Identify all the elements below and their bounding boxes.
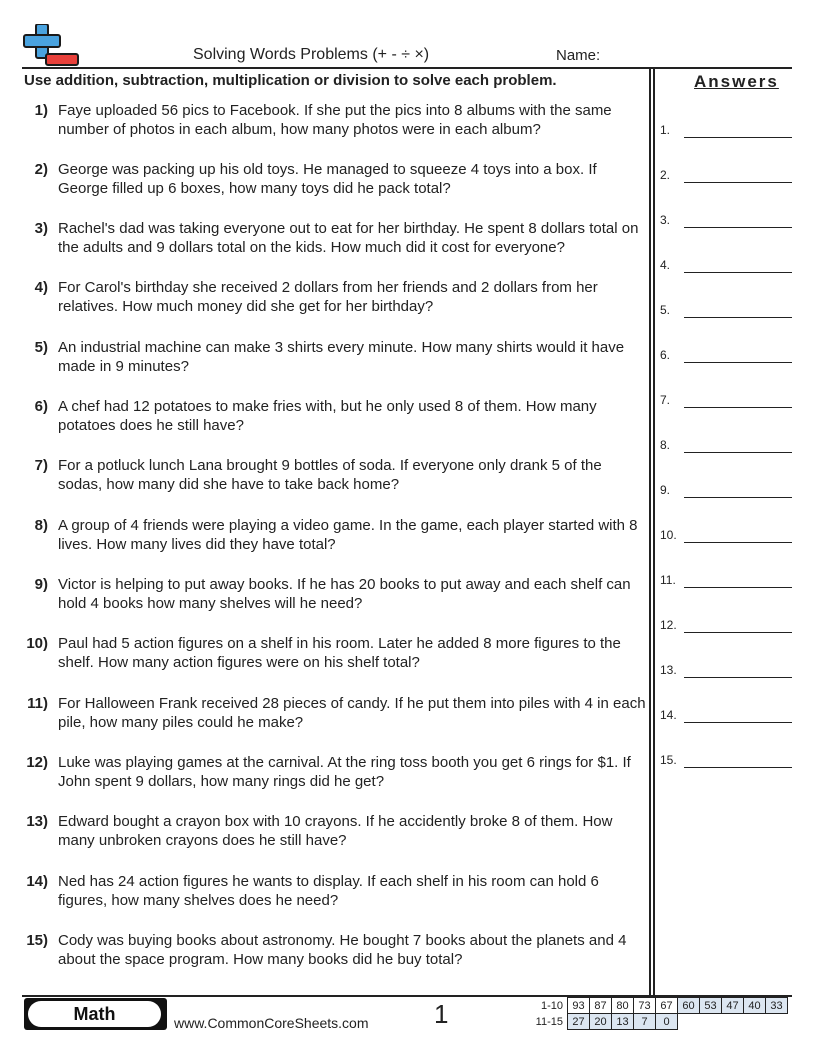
answer-blank[interactable] [684,317,792,318]
answer-line[interactable] [660,663,794,683]
problem-number: 5) [34,339,48,356]
problem-text: Cody was buying books about astronomy. He bought 7 books about the planets and 4 about the space program. How many books did he buy total? [58,932,627,968]
problem-text: Victor is helping to put away books. If he has 20 books to put away and each shelf can hold 4 books how many shelves will he need? [58,576,631,612]
problem-text: George was packing up his old toys. He managed to squeeze 4 toys into a box. If George filled up 6 boxes, how many toys did he pack total? [58,161,597,197]
problem-number: 3) [34,220,48,237]
problem-number: 15) [26,932,48,949]
answer-blank[interactable] [684,272,792,273]
problem-number: 10) [26,635,48,652]
problem-text: For a potluck lunch Lana brought 9 bottles of soda. If everyone only drank 5 of the sodas, how many did she have to take back home? [58,457,602,493]
problem-text: Rachel's dad was taking everyone out to eat for her birthday. He spent 8 dollars total on the adults and 9 dollars total on the kids. How much did it cost for everyone? [58,220,639,256]
problem-number: 6) [34,398,48,415]
score-cell: 87 [590,998,612,1014]
answer-number: 3. [660,213,671,227]
answer-line[interactable] [660,573,794,593]
score-cell: 33 [766,998,788,1014]
answer-line[interactable] [660,438,794,458]
subject-badge [24,998,167,1030]
score-cell: 7 [634,1014,656,1030]
problem-text: Luke was playing games at the carnival. At the ring toss booth you get 6 rings for $1. If John spent 9 dollars, how many rings did he get? [58,754,631,790]
score-cell: 93 [568,998,590,1014]
answer-number: 9. [660,483,671,497]
answer-blank[interactable] [684,227,792,228]
answer-blank[interactable] [684,182,792,183]
answer-number: 1. [660,123,671,137]
score-cell: 53 [700,998,722,1014]
answer-blank[interactable] [684,497,792,498]
answer-line[interactable] [660,753,794,773]
answer-number: 11. [660,573,676,587]
problem-text: Faye uploaded 56 pics to Facebook. If she put the pics into 8 albums with the same number of photos in each album, how many photos were in each album? [58,102,612,138]
answer-line[interactable] [660,168,794,188]
instructions: Use addition, subtraction, multiplication or division to solve each problem. [24,72,557,89]
column-divider [649,68,651,996]
problem-text: For Carol's birthday she received 2 dollars from her friends and 2 dollars from her relatives. How much money did she get for her birthday? [58,279,598,315]
answer-number: 2. [660,168,671,182]
answer-line[interactable] [660,393,794,413]
answer-number: 7. [660,393,671,407]
answer-blank[interactable] [684,452,792,453]
problem-text: A group of 4 friends were playing a video game. In the game, each player started with 8 lives. How many lives did they have total? [58,517,638,553]
answer-line[interactable] [660,348,794,368]
problem-text: For Halloween Frank received 28 pieces of candy. If he put them into piles with 4 in each pile, how many piles could he make? [58,695,646,731]
score-table [529,997,788,1030]
answer-line[interactable] [660,213,794,233]
problem-text: Ned has 24 action figures he wants to display. If each shelf in his room can hold 6 figures, how many shelves does he need? [58,873,599,909]
problem-number: 12) [26,754,48,771]
answer-blank[interactable] [684,632,792,633]
answer-line[interactable] [660,303,794,323]
problem-text: Edward bought a crayon box with 10 crayons. If he accidently broke 8 of them. How many unbroken crayons does he still have? [58,813,613,849]
answer-blank[interactable] [684,722,792,723]
answer-blank[interactable] [684,587,792,588]
problem-number: 4) [34,279,48,296]
answer-blank[interactable] [684,137,792,138]
problem-text: A chef had 12 potatoes to make fries with, but he only used 8 of them. How many potatoes does he still have? [58,398,597,434]
answer-number: 12. [660,618,677,632]
score-row [529,998,788,1014]
answer-number: 10. [660,528,677,542]
answer-line[interactable] [660,618,794,638]
answer-number: 6. [660,348,671,362]
problem-text: An industrial machine can make 3 shirts every minute. How many shirts would it have made in 9 minutes? [58,339,625,375]
score-cell: 73 [634,998,656,1014]
score-row [529,1014,788,1030]
header-rule [22,67,792,69]
answer-number: 8. [660,438,671,452]
answer-blank[interactable] [684,767,792,768]
score-cell: 27 [568,1014,590,1030]
problem-number: 13) [26,813,48,830]
score-cell: 60 [678,998,700,1014]
answer-number: 15. [660,753,677,767]
problem-number: 2) [34,161,48,178]
answer-number: 13. [660,663,677,677]
name-label: Name: [556,47,601,64]
score-row-label: 1-10 [540,999,563,1012]
problem-number: 14) [26,873,48,890]
score-cell: 0 [656,1014,678,1030]
score-cell: 20 [590,1014,612,1030]
answer-blank[interactable] [684,542,792,543]
score-cell: 47 [722,998,744,1014]
answer-line[interactable] [660,708,794,728]
answer-line[interactable] [660,258,794,278]
score-cell: 40 [744,998,766,1014]
subject-label: Math [28,1001,161,1027]
problem-number: 1) [34,102,48,119]
problem-number: 7) [34,457,48,474]
answer-number: 5. [660,303,671,317]
page-number: 1 [434,999,449,1029]
answer-number: 14. [660,708,677,722]
answer-line[interactable] [660,528,794,548]
problem-number: 9) [34,576,48,593]
worksheet-title: Solving Words Problems (+ - ÷ ×) [193,46,430,63]
answer-blank[interactable] [684,677,792,678]
score-row-label: 11-15 [535,1015,563,1028]
answer-line[interactable] [660,483,794,503]
score-cell: 67 [656,998,678,1014]
website-link[interactable]: www.CommonCoreSheets.com [174,1015,369,1031]
answer-line[interactable] [660,123,794,143]
answer-number: 4. [660,258,671,272]
problem-number: 8) [34,517,48,534]
answers-header: Answers [694,72,779,91]
column-divider-inner [653,68,655,996]
problem-text: Paul had 5 action figures on a shelf in his room. Later he added 8 more figures to the shelf. How many action figures were on his shelf total? [58,635,621,671]
answer-blank[interactable] [684,407,792,408]
answer-blank[interactable] [684,362,792,363]
score-cell: 13 [612,1014,634,1030]
plus-minus-logo-icon [22,24,80,68]
score-cell: 80 [612,998,634,1014]
problem-number: 11) [27,695,48,712]
